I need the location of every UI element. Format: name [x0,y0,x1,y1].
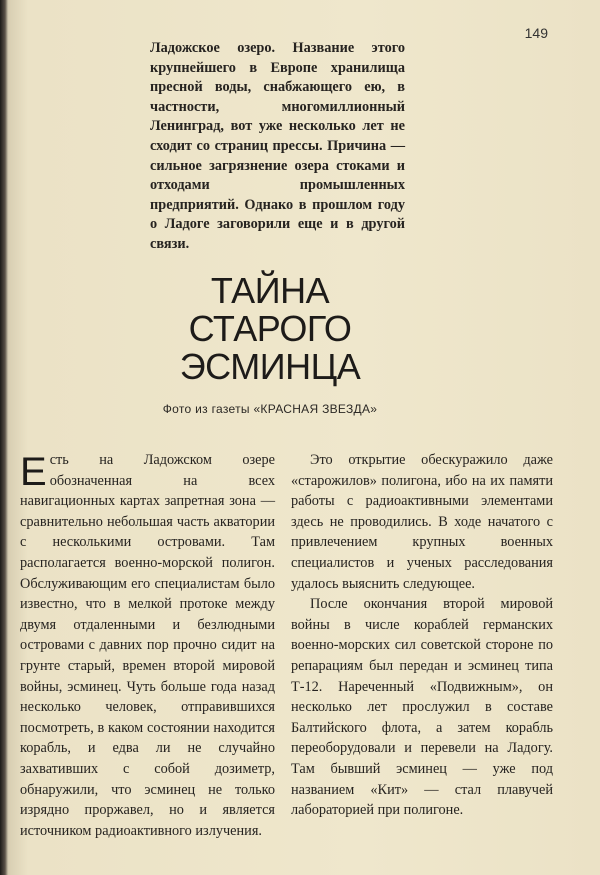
body-paragraph: После окончания второй мировой войны в числе кораблей германских военно-морских сил советской стороне по репарациям был передан и эсминец типа Т-12. Нареченный «Подвижным», он несколько лет прослужил в составе Балтийского флота, а затем корабль переоборудовали и перевели на Ладогу. Там бывший эсминец — уже под названием «Кит» — стал плавучей лабораторией при полигоне. [291,596,553,819]
text-column-left [20,450,275,841]
page-binding-shadow [0,0,8,875]
page-number: 149 [524,25,548,41]
title-line-3: ЭСМИНЦА [179,346,361,387]
title-line-1: ТАЙНА [210,270,330,311]
text-column-right [291,450,553,821]
article-title [120,272,420,386]
drop-cap: Е [20,450,47,494]
body-paragraph-text: сть на Ладожском озере обозначенная на всех навигационных картах запретная зона — сравнительно небольшая часть акватории с несколькими островами. Там располагается военно-морской полигон. Обслуживающим его специалистам было известно, что в мелкой протоке между двумя отдаленными и безлюдными островами с давних пор прочно сидит на грунте старый, времен второй мировой войны, эсминец. Чуть больше года назад несколько человек, отправившихся посмотреть, в каком состоянии находится корабль, и едва ли не случайно захвативших с собой дозиметр, обнаружили, что эсминец не только изрядно проржавел, но и является источником радиоактивного излучения. [20,452,275,839]
lead-paragraph: Ладожское озеро. Название этого крупнейшего в Европе хранилища пресной воды, снабжающего ею, в частности, многомиллионный Ленинград, вот уже несколько лет не сходит со страниц прессы. Причина — сильное загрязнение озера стоками и отходами промышленных предприятий. Однако в прошлом году о Ладоге заговорили еще и в другой связи. [150,40,405,252]
body-paragraph: Это открытие обескуражило даже «старожилов» полигона, ибо на их памяти работы с радиоактивными элементами здесь не проводились. В ходе начатого с привлечением крупных военных специалистов и ученых расследования удалось выяснить следующее. [291,452,553,592]
title-line-2: СТАРОГО [188,308,352,349]
photo-credit: Фото из газеты «КРАСНАЯ ЗВЕЗДА» [162,402,378,416]
body-paragraph [20,450,275,841]
